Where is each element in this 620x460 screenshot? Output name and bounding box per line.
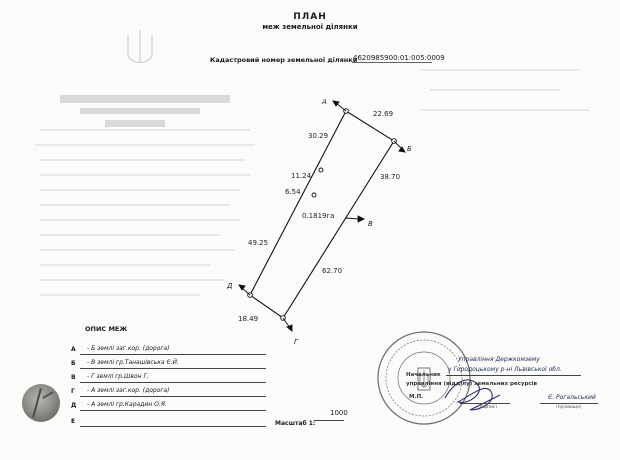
signature-hint: (підпис): [478, 405, 498, 410]
desc-row-letter: Е: [71, 418, 76, 425]
point-label-d: Д: [227, 282, 233, 290]
head-label: Начальник: [406, 372, 441, 378]
name-underline: [540, 403, 598, 404]
cadastral-number: 4620985900:01:005:0009: [353, 54, 445, 62]
point-label-v: В: [368, 220, 373, 228]
desc-row-letter: В: [71, 374, 76, 381]
point-label-g: Г: [294, 338, 298, 346]
segment-length: 30.29: [308, 132, 329, 140]
desc-row-letter: Б: [71, 360, 76, 367]
parcel-area: 0.1819га: [302, 212, 335, 220]
org-underline: [446, 375, 581, 376]
desc-row-text: - Г землі гр.Швон Г.: [87, 373, 149, 380]
name-hint: (прізвище): [556, 405, 582, 410]
point-label-b: Б: [407, 145, 412, 153]
page-title: ПЛАН: [293, 12, 327, 22]
segment-length: 22.69: [373, 110, 394, 118]
desc-row-text: - А землі гр.Карадин О.Я.: [87, 401, 167, 408]
borders-description-title: ОПИС МЕЖ: [85, 325, 128, 333]
desc-row-letter: А: [71, 346, 76, 353]
segment-length: 62.70: [322, 267, 343, 275]
desc-row-letter: Г: [71, 388, 75, 395]
page-subtitle: меж земельної ділянки: [262, 23, 358, 31]
segment-length: 6.54: [285, 188, 301, 196]
signature-underline: [460, 403, 510, 404]
circular-photo: [22, 384, 60, 422]
head-label-2: управління (відділу) земельних ресурсів: [406, 381, 538, 387]
stamp-place-label: М.П.: [409, 394, 424, 400]
segment-length: 49.25: [248, 239, 269, 247]
org-name-line1: Управління Держкомзему: [458, 356, 540, 363]
segment-length: 18.49: [238, 315, 259, 323]
scale-value: 1000: [330, 409, 348, 417]
cadastral-label: Кадастровий номер земельної ділянки: [210, 56, 358, 64]
segment-length: 38.70: [380, 173, 401, 181]
desc-row-text: - Б землі заг.кор. (дорога): [87, 345, 170, 352]
scale-label: Масштаб 1:: [275, 420, 316, 427]
point-label-a: А: [322, 98, 327, 106]
desc-row-text: - В землі гр.Танашівська Є.Й.: [87, 359, 179, 366]
desc-row-text: - А землі заг.кор. (дорога): [87, 387, 170, 394]
segment-length: 11.24: [291, 172, 312, 180]
head-name: Є. Рогальський: [548, 394, 596, 401]
desc-row-letter: Д: [71, 402, 77, 409]
org-name-line2: у Городоцькому р-ні Львівської обл.: [448, 366, 562, 373]
